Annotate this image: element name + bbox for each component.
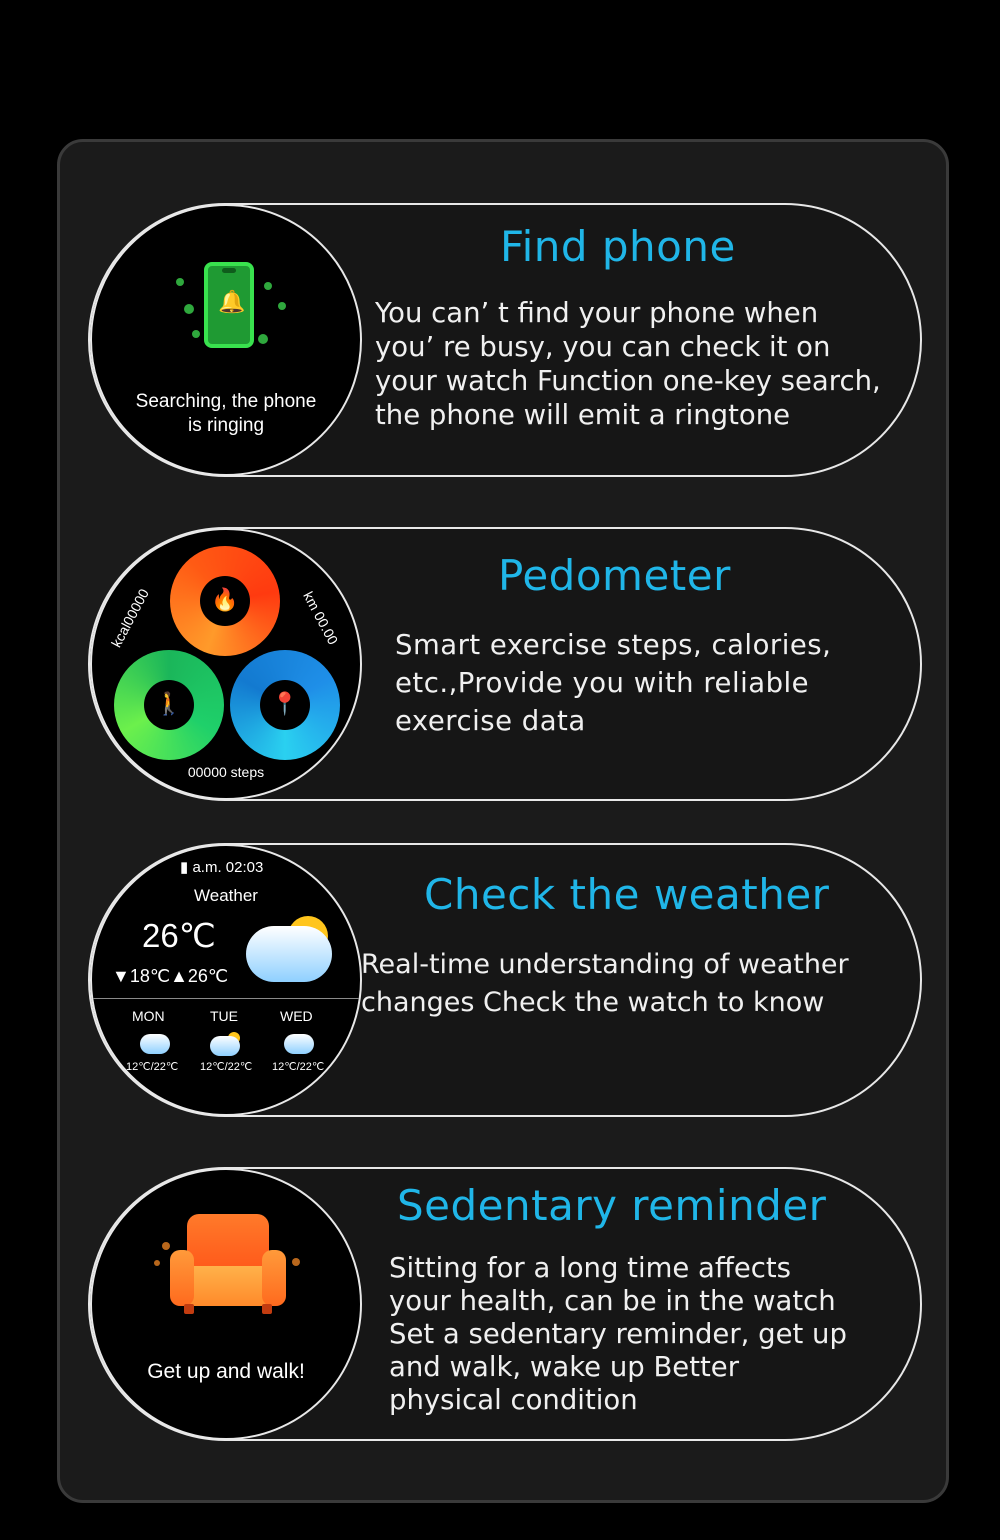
forecast-range-mon: 12℃/22℃ [126, 1061, 179, 1073]
forecast-day-mon: MON [132, 1008, 165, 1024]
clock-time: a.m. 02:03 [192, 859, 264, 876]
sofa-leg [262, 1304, 272, 1314]
find-phone-title: Find phone [500, 222, 736, 271]
weather-watch-face [90, 844, 362, 1116]
steps-label: 00000 steps [187, 764, 265, 780]
sofa-leg [184, 1304, 194, 1314]
cloud-icon [140, 1034, 170, 1054]
find-phone-watch-face [90, 204, 362, 476]
temp-range [112, 966, 228, 987]
decor-dot [292, 1258, 300, 1266]
walking-person-icon: 🚶 [150, 686, 188, 724]
forecast-range-wed: 12℃/22℃ [272, 1061, 325, 1073]
forecast-day-wed: WED [280, 1008, 313, 1024]
pedometer-description: Smart exercise steps, calories, etc.,Provide you with reliable exercise data [395, 629, 832, 737]
sedentary-caption: Get up and walk! [147, 1360, 305, 1383]
flame-icon: 🔥 [206, 582, 244, 620]
low-arrow-icon: ▼ [112, 966, 130, 986]
low-temp: 18℃ [129, 966, 171, 986]
current-temperature: 26℃ [142, 917, 216, 954]
pedometer-title: Pedometer [498, 551, 731, 600]
pedometer-watch-face [90, 528, 362, 800]
cloud-icon [210, 1036, 240, 1056]
sedentary-watch-face [90, 1168, 362, 1440]
signal-dot [184, 304, 194, 314]
high-arrow-icon: ▲ [170, 966, 188, 986]
find-phone-caption: Searching, the phone is ringing [135, 391, 317, 436]
signal-dot [258, 334, 268, 344]
signal-dot [176, 278, 184, 286]
signal-dot [192, 330, 200, 338]
battery-time [180, 858, 263, 876]
sedentary-title: Sedentary reminder [397, 1181, 827, 1230]
phone-notch [222, 268, 236, 273]
weather-description: Real-time understanding of weather changes Check the watch to know [361, 949, 849, 1018]
weather-heading: Weather [194, 886, 258, 905]
high-temp: 26℃ [187, 966, 229, 986]
sofa-arm-right [262, 1250, 286, 1306]
phone-icon [204, 262, 254, 348]
calories-label: kcal00000 [107, 586, 152, 650]
sedentary-description: Sitting for a long time affects your health, can be in the watch Set a sedentary reminder, get up and walk, wake up Better physical condition [389, 1252, 847, 1416]
decor-dot [162, 1242, 170, 1250]
cloud-icon [284, 1034, 314, 1054]
distance-label: km 00.00 [300, 588, 342, 648]
forecast-day-tue: TUE [210, 1008, 238, 1024]
forecast-range-tue: 12℃/22℃ [200, 1061, 253, 1073]
location-pin-icon: 📍 [266, 686, 304, 724]
battery-icon: ▮ [180, 859, 189, 876]
signal-dot [264, 282, 272, 290]
weather-divider [92, 998, 360, 999]
cloud-icon [246, 926, 332, 982]
signal-dot [278, 302, 286, 310]
decor-dot [154, 1260, 160, 1266]
find-phone-description: You can’ t find your phone when you’ re busy, you can check it on your watch Function one-key search, the phone will emit a ringtone [375, 297, 881, 431]
bell-icon: 🔔 [218, 290, 246, 315]
sofa-arm-left [170, 1250, 194, 1306]
weather-title: Check the weather [424, 870, 830, 919]
